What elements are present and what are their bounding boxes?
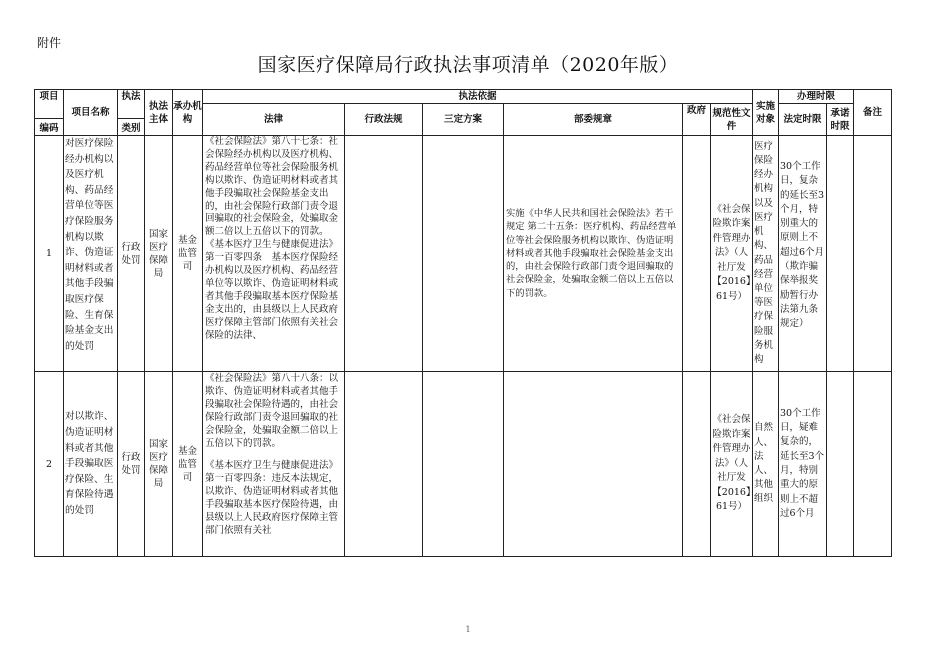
row-subject: 国家医疗保障局: [148, 439, 168, 489]
row-normative-docs: 《社会保险欺诈案件管理办法》（人社厅发【2016】61号）: [712, 414, 751, 513]
row-regulation: [345, 136, 423, 372]
document-title: 国家医疗保障局行政执法事项清单（2020年版）: [257, 54, 679, 76]
header-agency: 承办机构: [173, 90, 203, 136]
row-sanding: [423, 372, 504, 557]
page-number: 1: [465, 625, 471, 634]
header-normative-docs: 规范性文件: [711, 104, 753, 136]
row-normative-docs: 《社会保险欺诈案件管理办法》（人社厅发【2016】61号）: [712, 203, 751, 302]
header-promised-limit: 承诺时限: [827, 104, 854, 136]
row-government: [683, 372, 711, 557]
row-target: 医疗保险经办机构以及医疗机构、药品经营单位等医疗保险服务机构: [754, 140, 774, 365]
header-sanding: 三定方案: [423, 104, 504, 136]
header-item-code: 编码: [35, 119, 64, 136]
row-remarks: [854, 136, 892, 372]
row-type: 行政处罚: [121, 241, 141, 266]
row-code: 2: [35, 372, 64, 557]
row-statutory-limit: 30个工作日，疑难复杂的，延长至3个月，特别重大的原则上不超过6个月: [780, 407, 825, 519]
row-promised-limit: [827, 372, 854, 557]
table-row: [35, 136, 892, 372]
row-code: 1: [35, 136, 64, 372]
row-subject: 国家医疗保障局: [148, 228, 168, 279]
header-government: 政府: [683, 104, 711, 136]
header-ministry-rules: 部委规章: [504, 104, 683, 136]
row-type: 行政处罚: [121, 452, 141, 476]
row-item-name: 对医疗保险经办机构以及医疗机构、药品经营单位等医疗保险服务机构以欺诈、伪造证明材料或者其他手段骗取医疗保险、生育保险基金支出的处罚: [65, 138, 114, 352]
attachment-label: 附件: [37, 36, 62, 50]
header-regulation: 行政法规: [345, 104, 423, 136]
header-subject: 执法主体: [145, 90, 173, 136]
row-agency: 基金监管司: [177, 235, 197, 272]
header-item-name: 项目名称: [64, 90, 118, 136]
header-statutory-limit: 法定时限: [779, 104, 827, 136]
row-law-part1: 《社会保险法》第八十八条：以欺诈、伪造证明材料或者其他手段骗取社会保险待遇的，由社会保险行政部门责令退回骗取的社会保险金，处骗取金额二倍以上五倍以下的罚款。: [205, 373, 339, 449]
row-law-part2: 《基本医疗卫生与健康促进法》第一百零四条 基本医疗保险经办机构以及医疗机构、药品经营单位等以欺诈、伪造证明材料或者其他手段骗取基本医疗保险基金支出的，由县级以上人民政府医疗保障主管部门依照有关社会保险的法律、: [205, 239, 339, 341]
row-remarks: [854, 372, 892, 557]
row-item-name: 对以欺诈、伪造证明材料或者其他手段骗取医疗保险、生育保险待遇的处罚: [65, 411, 114, 516]
header-target: 实施对象: [753, 90, 779, 136]
row-government: [683, 136, 711, 372]
row-promised-limit: [827, 136, 854, 372]
header-basis: 执法依据: [203, 90, 753, 104]
header-time-limit: 办理时限: [779, 90, 854, 104]
header-type-bottom: 类别: [118, 119, 145, 136]
table-row: [35, 372, 892, 557]
enforcement-items-table: [34, 89, 892, 557]
header-law: 法律: [203, 104, 345, 136]
header-remarks: 备注: [854, 90, 892, 136]
row-law-part1: 《社会保险法》第八十七条：社会保险经办机构以及医疗机构、药品经营单位等社会保险服务机构以欺诈、伪造证明材料或者其他手段骗取社会保险基金支出的，由社会保险行政部门责令退回骗取的社会保险金，处骗取金额二倍以上五倍以下的罚款。: [205, 136, 339, 238]
row-statutory-limit: 30个工作日，复杂的延长至3个月，特别重大的原则上不超过6个月（欺诈骗保举报奖励暂行办法第九条规定）: [780, 161, 825, 330]
row-sanding: [423, 136, 504, 372]
row-law-part2: 《基本医疗卫生与健康促进法》 第一百零四条：违反本法规定，以欺诈、伪造证明材料或者其他手段骗取基本医疗保险待遇，由县级以上人民政府医疗保障主管部门依照有关社: [205, 460, 343, 536]
header-type-top: 执法: [118, 90, 145, 119]
row-ministry-rules: [504, 372, 683, 557]
row-agency: 基金监管司: [177, 445, 197, 483]
row-ministry-rules: 实施《中华人民共和国社会保险法》若干规定 第二十五条：医疗机构、药品经营单位等社会保险服务机构以欺诈、伪造证明材料或者其他手段骗取社会保险基金支出的，由社会保险行政部门责令退回骗取的社会保险金，处骗取金额二倍以上五倍以下的罚款。: [506, 208, 677, 299]
header-item-top: 项目: [35, 90, 64, 119]
row-target: 自然人、法人、其他组织: [754, 422, 774, 505]
row-regulation: [345, 372, 423, 557]
